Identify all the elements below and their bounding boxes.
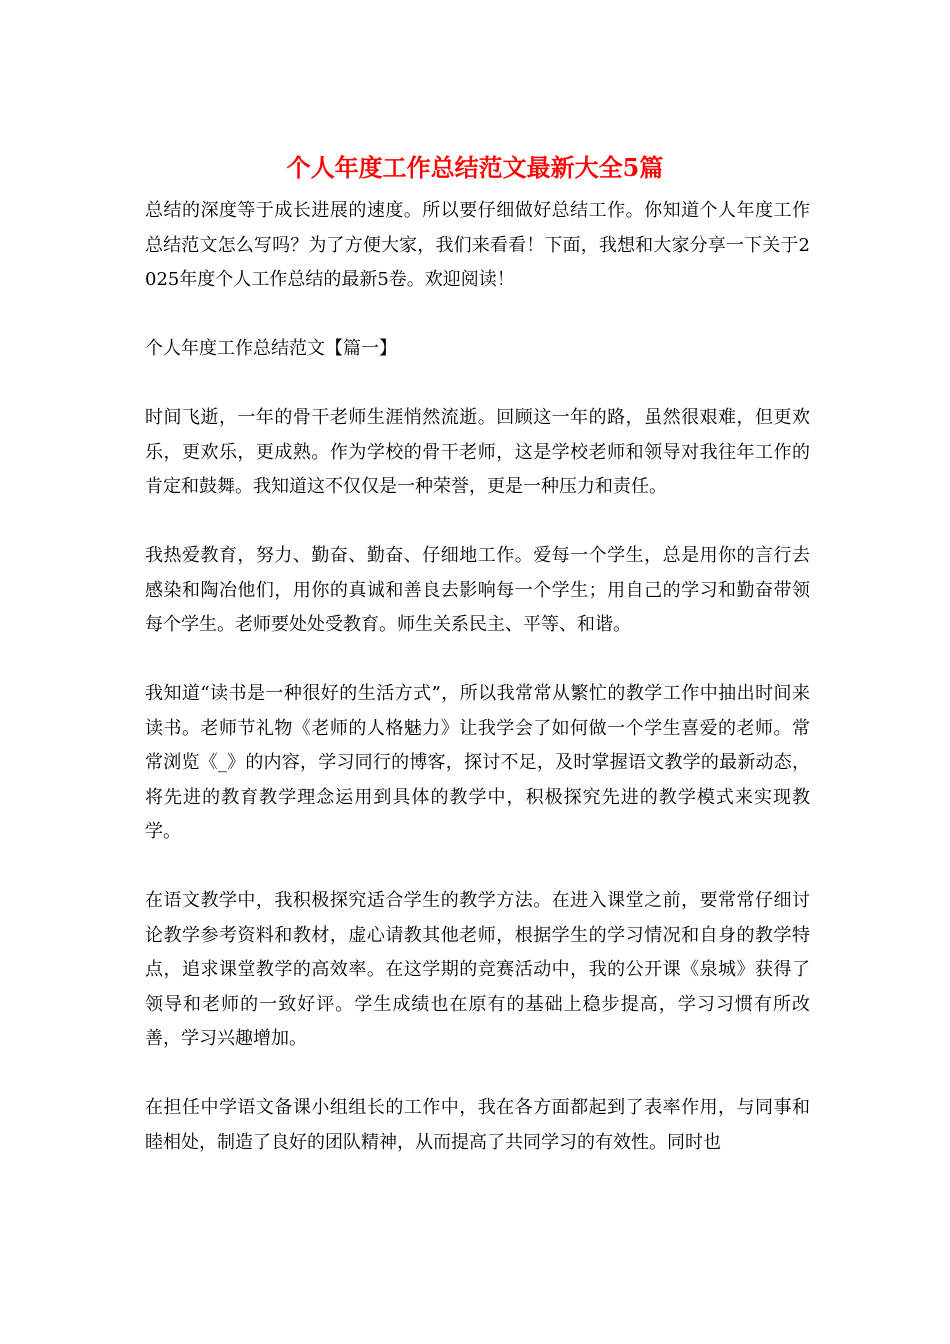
body-paragraph-2: 我热爱教育，努力、勤奋、勤奋、仔细地工作。爱每一个学生，总是用你的言行去感染和陶冶他们，用你的真诚和善良去影响每一个学生；用自己的学习和勤奋带领每个学生。老师要处处受教育。师生关系民主、平等、和谐。 bbox=[145, 545, 810, 635]
body-paragraph-3: 我知道“读书是一种很好的生活方式”，所以我常常从繁忙的教学工作中抽出时间来读书。老师节礼物《老师的人格魅力》让我学会了如何做一个学生喜爱的老师。常常浏览《_》的内容，学习同行的博客，探讨不足，及时掌握语文教学的最新动态，将先进的教育教学理念运用到具体的教学中，积极探究先进的教学模式来实现教学。 bbox=[145, 683, 810, 842]
intro-paragraph: 总结的深度等于成长进展的速度。所以要仔细做好总结工作。你知道个人年度工作总结范文怎么写吗？为了方便大家，我们来看看！下面，我想和大家分享一下关于2025年度个人工作总结的最新5卷。欢迎阅读！ bbox=[145, 200, 810, 290]
body-paragraph-1: 时间飞逝，一年的骨干老师生涯悄然流逝。回顾这一年的路，虽然很艰难，但更欢乐，更欢乐，更成熟。作为学校的骨干老师，这是学校老师和领导对我往年工作的肯定和鼓舞。我知道这不仅仅是一种荣誉，更是一种压力和责任。 bbox=[145, 407, 810, 497]
body-paragraph-4: 在语文教学中，我积极探究适合学生的教学方法。在进入课堂之前，要常常仔细讨论教学参考资料和教材，虚心请教其他老师，根据学生的学习情况和自身的教学特点，追求课堂教学的高效率。在这学期的竞赛活动中，我的公开课《泉城》获得了领导和老师的一致好评。学生成绩也在原有的基础上稳步提高，学习习惯有所改善，学习兴趣增加。 bbox=[145, 890, 810, 1049]
document-title: 个人年度工作总结范文最新大全5篇 bbox=[286, 153, 664, 182]
body-paragraph-5: 在担任中学语文备课小组组长的工作中，我在各方面都起到了表率作用，与同事和睦相处，制造了良好的团队精神，从而提高了共同学习的有效性。同时也 bbox=[145, 1097, 810, 1153]
section-heading: 个人年度工作总结范文【篇一】 bbox=[145, 338, 397, 359]
document-body bbox=[145, 194, 810, 1195]
